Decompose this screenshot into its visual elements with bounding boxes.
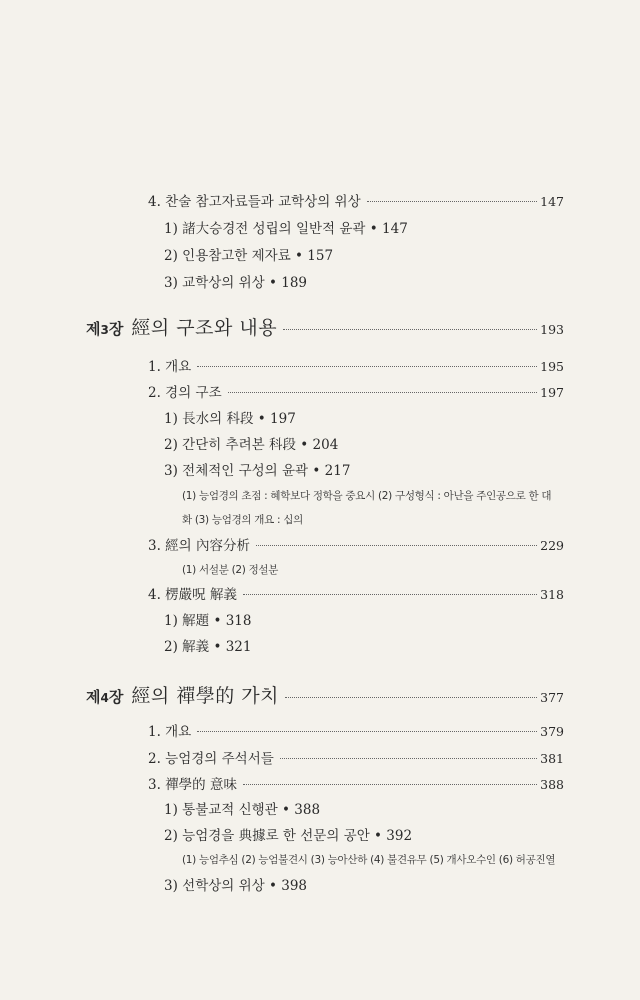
toc-entry[interactable] xyxy=(0,533,640,559)
toc-note: (1) 능엄경의 초점 : 혜학보다 정학을 중요시 (2) 구성형식 : 아난을 주인공으로 한 대 xyxy=(182,490,552,502)
toc-subentry[interactable]: 3) 전체적인 구성의 윤곽 • 217 xyxy=(164,463,351,479)
entry-title: 3. 經의 內容分析 xyxy=(148,538,251,554)
dot-leader xyxy=(285,697,537,698)
entry-title: 4. 楞嚴呪 解義 xyxy=(148,587,237,603)
dot-leader xyxy=(256,545,537,546)
dot-leader xyxy=(197,731,537,732)
toc-chapter-3[interactable] xyxy=(0,312,640,344)
entry-title: 4. 찬술 참고자료들과 교학상의 위상 xyxy=(148,194,361,210)
toc-chapter-4[interactable] xyxy=(0,680,640,712)
page-number: 318 xyxy=(540,587,564,602)
toc-note: (1) 서설분 (2) 정설분 xyxy=(182,564,279,576)
dot-leader xyxy=(228,392,538,393)
toc-entry[interactable] xyxy=(0,380,640,406)
page-number: 195 xyxy=(540,359,564,374)
toc-subentry[interactable]: 2) 능엄경을 典據로 한 선문의 공안 • 392 xyxy=(164,828,413,844)
toc-subentry[interactable]: 3) 교학상의 위상 • 189 xyxy=(164,275,307,291)
dot-leader xyxy=(243,784,537,785)
entry-title: 3. 禪學的 意味 xyxy=(148,777,237,793)
chapter-label: 제3장 xyxy=(86,320,124,338)
dot-leader xyxy=(367,201,538,202)
page-number: 197 xyxy=(540,385,564,400)
toc-entry[interactable] xyxy=(0,719,640,745)
toc-subentry[interactable]: 2) 解義 • 321 xyxy=(164,639,252,655)
toc-subentry[interactable]: 1) 통불교적 신행관 • 388 xyxy=(164,802,321,818)
dot-leader xyxy=(280,758,537,759)
toc-subentry[interactable]: 1) 諸大승경전 성립의 일반적 윤곽 • 147 xyxy=(164,221,408,237)
toc-entry[interactable] xyxy=(0,772,640,798)
entry-title: 2. 능엄경의 주석서들 xyxy=(148,751,274,767)
toc-subentry[interactable]: 2) 간단히 추려본 科段 • 204 xyxy=(164,437,339,453)
chapter-title: 經의 禪學的 가치 xyxy=(131,685,280,707)
toc-subentry[interactable]: 1) 解題 • 318 xyxy=(164,613,252,629)
page-number: 147 xyxy=(540,194,564,209)
toc-note: 화 (3) 능엄경의 개요 : 십의 xyxy=(182,514,303,526)
entry-title: 2. 경의 구조 xyxy=(148,385,222,401)
toc-entry[interactable] xyxy=(0,354,640,380)
page-number: 379 xyxy=(540,724,564,739)
page-number: 388 xyxy=(540,777,564,792)
toc-subentry[interactable]: 3) 선학상의 위상 • 398 xyxy=(164,878,307,894)
toc-subentry[interactable]: 2) 인용참고한 제자료 • 157 xyxy=(164,248,334,264)
chapter-title: 經의 구조와 내용 xyxy=(131,317,278,339)
dot-leader xyxy=(243,594,537,595)
dot-leader xyxy=(197,366,537,367)
page-number: 193 xyxy=(540,322,564,337)
dot-leader xyxy=(283,329,537,330)
page-number: 377 xyxy=(540,690,564,705)
chapter-label: 제4장 xyxy=(86,688,124,706)
toc-entry-section-4[interactable] xyxy=(0,189,640,215)
page-number: 381 xyxy=(540,751,564,766)
entry-title: 1. 개요 xyxy=(148,724,192,740)
page-number: 229 xyxy=(540,538,564,553)
entry-title: 1. 개요 xyxy=(148,359,192,375)
toc-entry[interactable] xyxy=(0,746,640,772)
toc-entry[interactable] xyxy=(0,582,640,608)
toc-note: (1) 능엄추심 (2) 능엄불견시 (3) 능아산하 (4) 불견유무 (5) 개사오수인 (6) 허공진열 xyxy=(182,854,556,866)
toc-subentry[interactable]: 1) 長水의 科段 • 197 xyxy=(164,411,296,427)
